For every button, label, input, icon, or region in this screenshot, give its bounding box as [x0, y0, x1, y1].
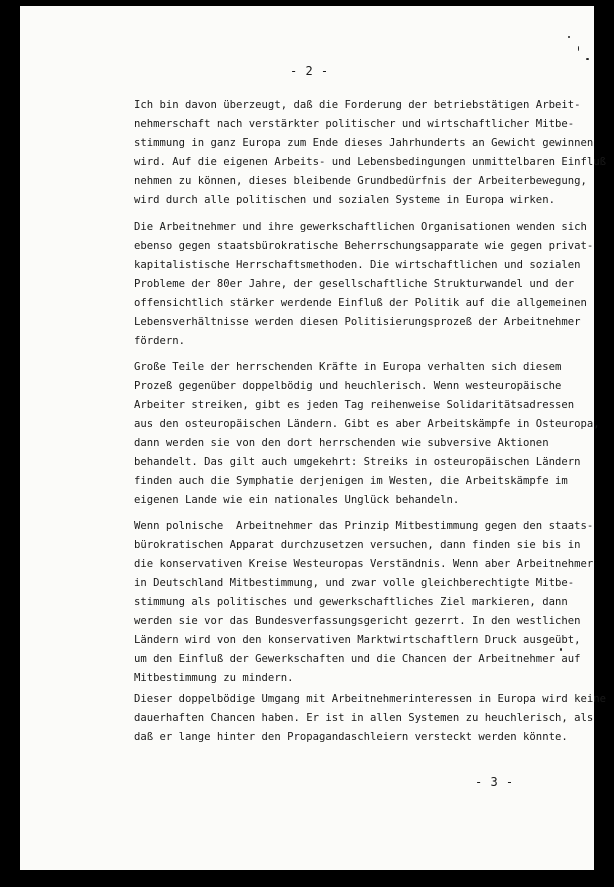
text-line: Wenn polnische Arbeitnehmer das Prinzip Mitbestimmung gegen den staats- [134, 520, 594, 532]
text-line: fördern. [134, 335, 186, 347]
text-line: behandelt. Das gilt auch umgekehrt: Streiks in osteuropäischen Ländern [134, 456, 581, 468]
text-line: Große Teile der herrschenden Kräfte in Europa verhalten sich diesem [134, 361, 562, 373]
text-line: nehmen zu können, dieses bleibende Grundbedürfnis der Arbeiterbewegung, [134, 175, 587, 187]
text-line: um den Einfluß der Gewerkschaften und die Chancen der Arbeitnehmer auf [134, 653, 581, 665]
scan-speck [586, 58, 589, 60]
text-line: kapitalistische Herrschaftsmethoden. Die wirtschaftlichen und sozialen [134, 259, 581, 271]
text-line: bürokratischen Apparat durchzusetzen versuchen, dann finden sie bis in [134, 539, 581, 551]
text-line: eigenen Lande wie ein nationales Unglück behandeln. [134, 494, 460, 506]
text-line: daß er lange hinter den Propagandaschleiern versteckt werden könnte. [134, 731, 568, 743]
paragraph [134, 218, 593, 351]
text-line: nehmerschaft nach verstärkter politischer und wirtschaftlicher Mitbe- [134, 118, 575, 130]
text-line: Probleme der 80er Jahre, der gesellschaftliche Strukturwandel und der [134, 278, 575, 290]
text-line: in Deutschland Mitbestimmung, und zwar volle gleichberechtigte Mitbe- [134, 577, 575, 589]
text-line: Ich bin davon überzeugt, daß die Forderung der betriebstätigen Arbeit- [134, 99, 581, 111]
paragraph [134, 358, 600, 510]
text-line: offensichtlich stärker werdende Einfluß der Politik auf die allgemeinen [134, 297, 587, 309]
text-line: werden sie vor das Bundesverfassungsgericht gezerrt. In den westlichen [134, 615, 581, 627]
text-line: dann werden sie von den dort herrschenden wie subversive Aktionen [134, 437, 549, 449]
scan-speck [568, 36, 570, 38]
text-line: Prozeß gegenüber doppelbödig und heuchlerisch. Wenn westeuropäische [134, 380, 562, 392]
text-line: Mitbestimmung zu mindern. [134, 672, 294, 684]
text-line: wird durch alle politischen und sozialen Systeme in Europa wirken. [134, 194, 555, 206]
paragraph [134, 517, 593, 688]
paragraph [134, 96, 606, 210]
text-line: stimmung als politisches und gewerkschaftliches Ziel markieren, dann [134, 596, 568, 608]
text-line: ebenso gegen staatsbürokratische Beherrschungsapparate wie gegen privat- [134, 240, 594, 252]
text-line: Ländern wird von den konservativen Marktwirtschaftlern Druck ausgeübt, [134, 634, 581, 646]
page-number-bottom: - 3 - [475, 775, 514, 789]
text-line: aus den osteuropäischen Ländern. Gibt es aber Arbeitskämpfe in Osteuropa, [134, 418, 600, 430]
text-line: Dieser doppelbödige Umgang mit Arbeitnehmerinteressen in Europa wird keine [134, 693, 606, 705]
text-line: Die Arbeitnehmer und ihre gewerkschaftlichen Organisationen wenden sich [134, 221, 587, 233]
text-line: dauerhaften Chancen haben. Er ist in allen Systemen zu heuchlerisch, als [134, 712, 594, 724]
text-line: Arbeiter streiken, gibt es jeden Tag reihenweise Solidaritätsadressen [134, 399, 575, 411]
page-number-top: - 2 - [290, 64, 329, 78]
paragraph [134, 690, 606, 747]
text-line: wird. Auf die eigenen Arbeits- und Lebensbedingungen unmittelbaren Einfluß [134, 156, 606, 168]
text-line: stimmung in ganz Europa zum Ende dieses Jahrhunderts an Gewicht gewinnen [134, 137, 594, 149]
text-line: die konservativen Kreise Westeuropas Verständnis. Wenn aber Arbeitnehmer [134, 558, 594, 570]
scan-speck [578, 46, 579, 51]
text-line: Lebensverhältnisse werden diesen Politisierungsprozeß der Arbeitnehmer [134, 316, 581, 328]
text-line: finden auch die Symphatie derjenigen im Westen, die Arbeitskämpfe im [134, 475, 568, 487]
